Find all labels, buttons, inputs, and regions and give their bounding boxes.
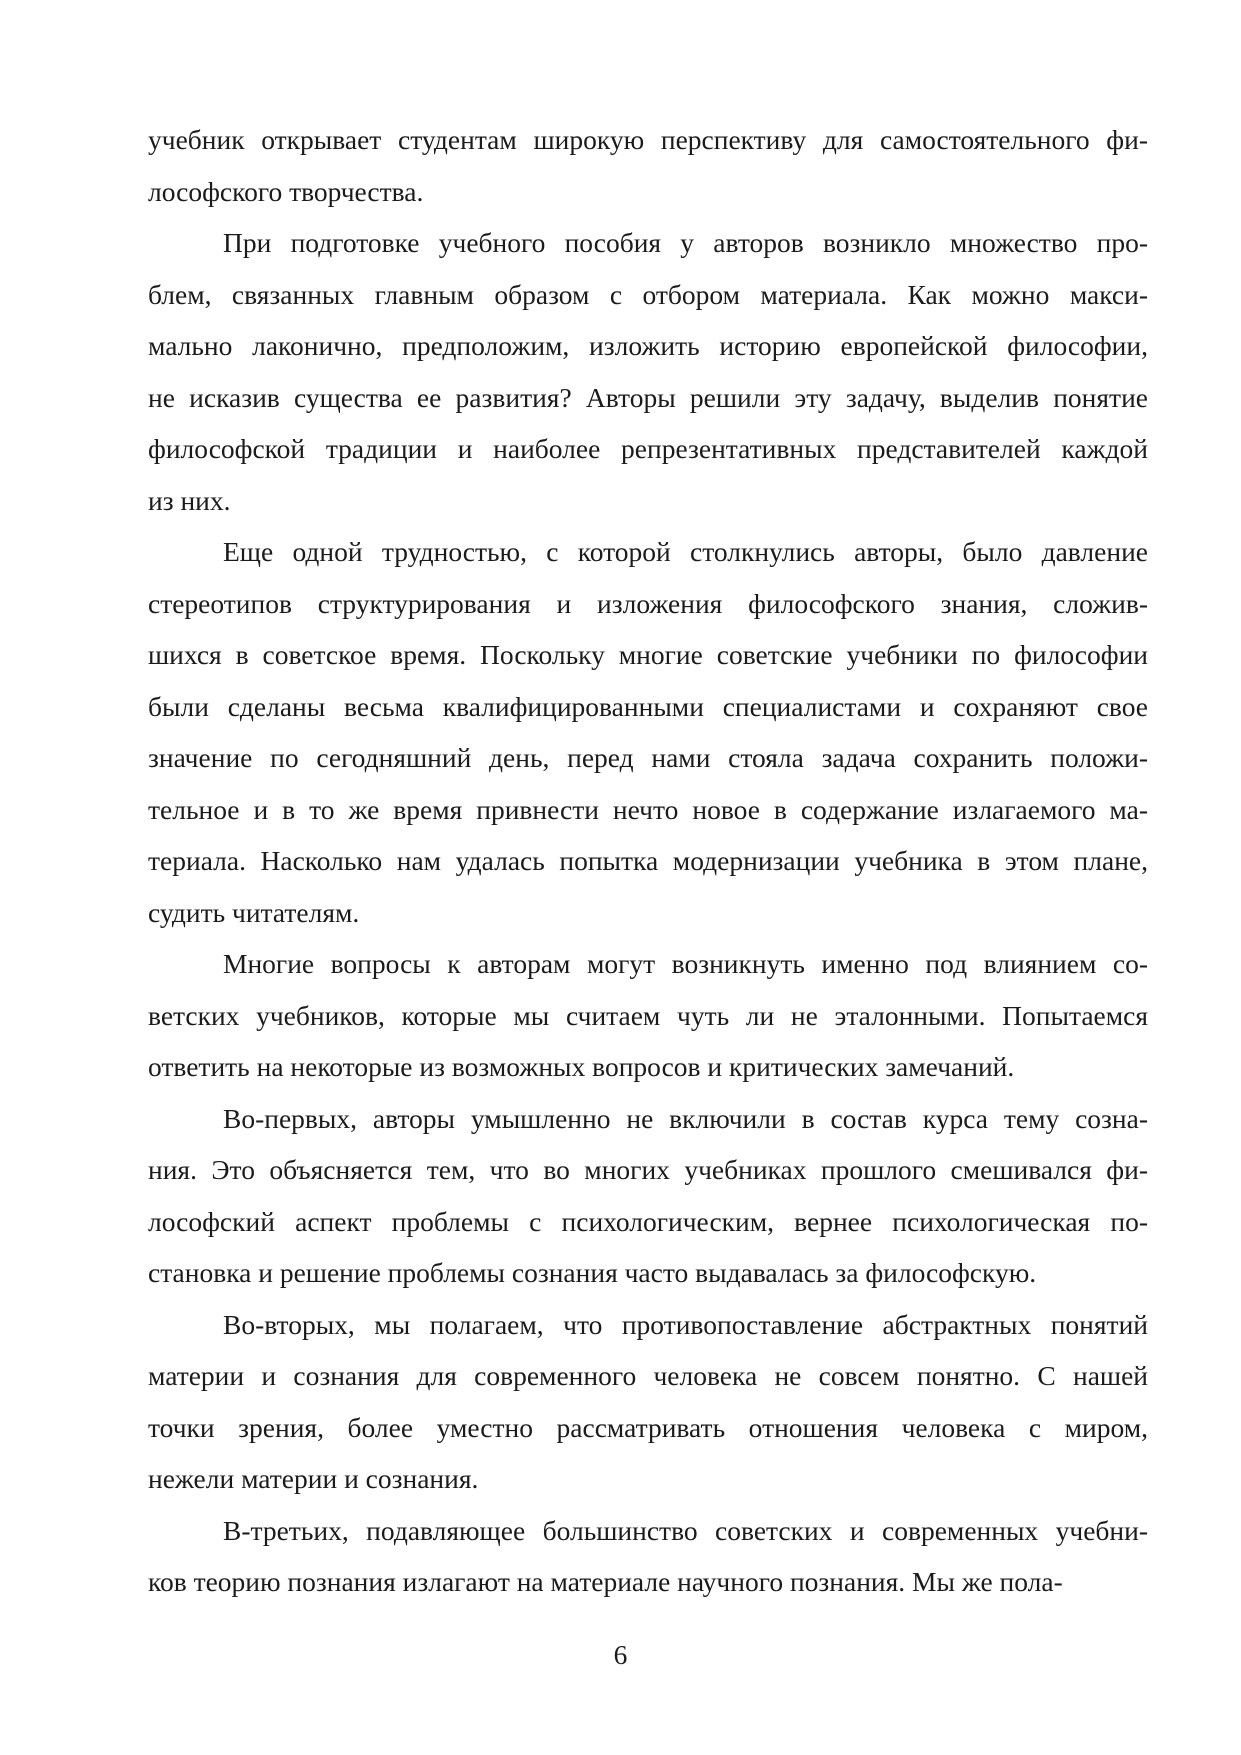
text-line: блем, связанных главным образом с отбором материала. Как можно макси- [148,278,1148,310]
paragraph [148,1093,1148,1299]
text-line: значение по сегодняшний день, перед нами стояла задача сохранить положи- [148,742,1148,773]
text-line: При подготовке учебного пособия у авторов возникло множество про- [223,227,1148,258]
text-line: Многие вопросы к авторам могут возникнуть именно под влиянием со- [223,948,1148,979]
text-line: ветских учебников, которые мы считаем чуть ли не эталонными. Попытаемся [148,999,1148,1031]
text-line: учебник открывает студентам широкую перспективу для самостоятельного фи- [148,124,1148,155]
text-line: судить читателям. [148,896,360,928]
paragraph [148,526,1148,938]
body-text [148,114,1148,1608]
text-line: шихся в советское время. Поскольку многие советские учебники по философии [148,639,1148,670]
text-line: философской традиции и наиболее репрезентативных представителей каждой [148,433,1148,464]
text-line: ния. Это объясняется тем, что во многих учебниках прошлого смешивался фи- [148,1154,1148,1185]
paragraph [148,1299,1148,1505]
text-line: териала. Насколько нам удалась попытка модернизации учебника в этом плане, [148,845,1148,876]
text-line: Во-вторых, мы полагаем, что противопоставление абстрактных понятий [223,1308,1148,1340]
text-line: из них. [148,484,231,516]
text-line: материи и сознания для современного человека не совсем понятно. С нашей [148,1360,1148,1391]
text-line: лософский аспект проблемы с психологическим, вернее психологическая по- [148,1205,1148,1237]
paragraph [148,114,1148,217]
text-line: нежели материи и сознания. [148,1463,479,1494]
text-line: лософского творчества. [148,175,424,207]
text-line: Еще одной трудностью, с которой столкнулись авторы, было давление [223,536,1148,567]
text-line: В-третьих, подавляющее большинство советских и современных учебни- [223,1514,1148,1546]
paragraph [148,938,1148,1093]
text-line: были сделаны весьма квалифицированными специалистами и сохраняют свое [148,690,1148,722]
text-line: точки зрения, более уместно рассматривать отношения человека с миром, [148,1411,1148,1443]
page-number: 6 [613,1639,628,1670]
text-line: Во-первых, авторы умышленно не включили в состав курса тему созна- [223,1102,1148,1134]
text-line: тельное и в то же время привнести нечто новое в содержание излагаемого ма- [148,793,1148,825]
text-line: не исказив существа ее развития? Авторы решили эту задачу, выделив понятие [148,381,1148,413]
text-line: ответить на некоторые из возможных вопросов и критических замечаний. [148,1051,1015,1082]
text-line: ков теорию познания излагают на материале научного познания. Мы же пола- [148,1566,1063,1597]
text-line: становка и решение проблемы сознания часто выдавалась за философскую. [148,1257,1037,1288]
text-line: стереотипов структурирования и изложения философского знания, сложив- [148,587,1148,619]
paragraph [148,1505,1148,1608]
paragraph [148,217,1148,526]
text-line: мально лаконично, предположим, изложить историю европейской философии, [148,330,1148,361]
